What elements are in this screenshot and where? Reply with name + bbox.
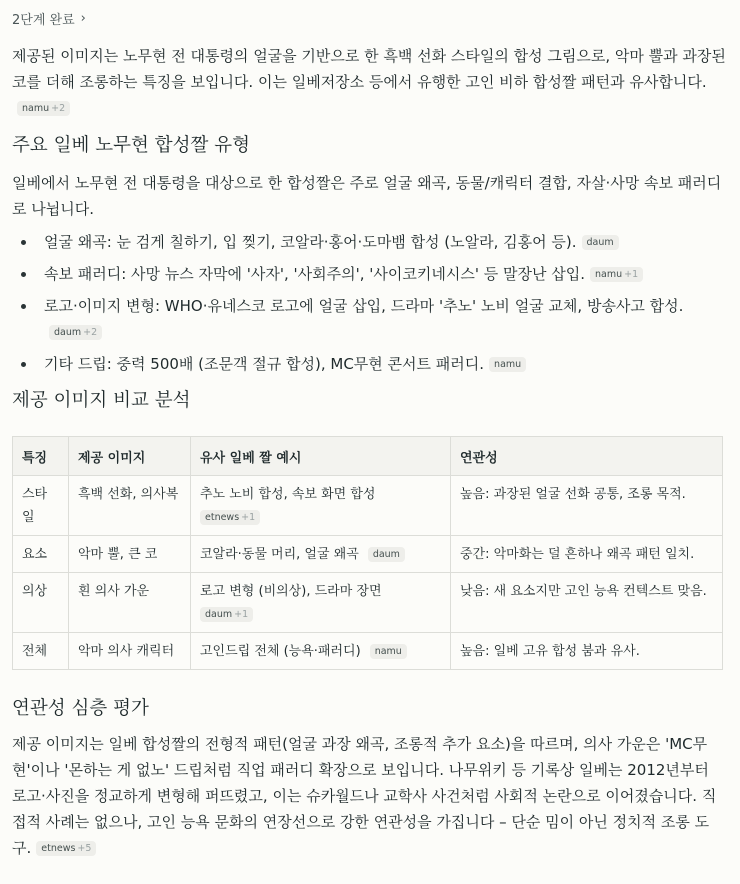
table-cell: 악마 의사 캐릭터 xyxy=(69,633,191,670)
table-row xyxy=(13,536,723,573)
table-header-row xyxy=(13,437,723,476)
intro-paragraph xyxy=(12,43,728,121)
source-chip[interactable] xyxy=(590,267,643,282)
table-cell: 흑백 선화, 의사복 xyxy=(69,476,191,536)
evaluation-text: 제공 이미지는 일베 합성짤의 전형적 패턴(얼굴 과장 왜곡, 조롱적 추가 요소)을 따르며, 의사 가운은 'MC무현'이나 '몬하는 게 없노' 드립처럼 직업 패러디 확장으로 보입니다. 나무위키 등 기록상 일베는 2012년부터 로고·사진을 정교하게 변형해 퍼뜨렸고, 이는 슈카월드나 교학사 사건처럼 사회적 논란으로 이어졌습니다. 직접적 사례는 없으나, 고인 능욕 문화의 연장선으로 강한 연관성을 가집니다 – 단순 밈이 아닌 정치적 조롱 도구. xyxy=(12,735,717,857)
steps-completed-toggle[interactable] xyxy=(12,9,728,27)
source-extra: +2 xyxy=(51,103,66,114)
chevron-right-icon: › xyxy=(80,10,86,26)
types-list xyxy=(12,229,728,377)
table-row xyxy=(13,633,723,670)
cell-text: 로고 변형 (비의상), 드라마 장면 xyxy=(200,584,382,599)
bullet-icon xyxy=(21,272,26,277)
source-name: etnews xyxy=(205,512,240,523)
column-header: 제공 이미지 xyxy=(69,437,191,476)
list-item-text: 로고·이미지 변형: WHO·유네스코 로고에 얼굴 삽입, 드라마 '추노' 노비 얼굴 교체, 방송사고 합성. xyxy=(44,297,684,315)
steps-label: 2단계 완료 xyxy=(12,12,75,28)
table-cell xyxy=(191,573,451,633)
evaluation-paragraph xyxy=(12,731,728,861)
list-item xyxy=(12,229,728,255)
table-cell: 의상 xyxy=(13,573,69,633)
source-name: daum xyxy=(54,327,82,338)
source-chip[interactable] xyxy=(49,325,102,340)
cell-text: 고인드립 전체 (능욕·패러디) xyxy=(200,644,361,659)
intro-text: 제공된 이미지는 노무현 전 대통령의 얼굴을 기반으로 한 흑백 선화 스타일의 합성 그림으로, 악마 뿔과 과장된 코를 더해 조롱하는 특징을 보입니다. 이는 일베저장소 등에서 유행한 고인 비하 합성짤 패턴과 유사합니다. xyxy=(12,47,726,91)
source-chip[interactable] xyxy=(489,357,526,372)
source-chip[interactable] xyxy=(370,644,407,659)
column-header: 연관성 xyxy=(451,437,723,476)
source-name: namu xyxy=(494,359,522,370)
table-row xyxy=(13,573,723,633)
table-cell xyxy=(191,476,451,536)
table-cell xyxy=(191,536,451,573)
source-chip[interactable] xyxy=(582,235,619,250)
table-cell: 낮음: 새 요소지만 고인 능욕 컨텍스트 맞음. xyxy=(451,573,723,633)
table-cell: 높음: 과장된 얼굴 선화 공통, 조롱 목적. xyxy=(451,476,723,536)
source-name: namu xyxy=(594,269,623,280)
table-cell: 전체 xyxy=(13,633,69,670)
source-chip[interactable] xyxy=(200,607,253,622)
list-item-text: 얼굴 왜곡: 눈 검게 칠하기, 입 찢기, 코알라·홍어·도마뱀 합성 (노알라, 김홍어 등). xyxy=(44,233,577,251)
section-heading-types: 주요 일베 노무현 합성짤 유형 xyxy=(12,135,250,156)
cell-text: 코알라·동물 머리, 얼굴 왜곡 xyxy=(200,547,359,562)
source-name: daum xyxy=(205,609,233,620)
list-item xyxy=(12,293,728,345)
list-item-text: 기타 드립: 중력 500배 (조문객 절규 합성), MC무현 콘서트 패러디. xyxy=(44,355,485,373)
table-cell: 중간: 악마화는 덜 흔하나 왜곡 패턴 일치. xyxy=(451,536,723,573)
list-item-text: 속보 패러디: 사망 뉴스 자막에 '사자', '사회주의', '사이코키네시스' 등 말장난 삽입. xyxy=(44,265,585,283)
types-paragraph: 일베에서 노무현 전 대통령을 대상으로 한 합성짤은 주로 얼굴 왜곡, 동물/캐릭터 결합, 자살·사망 속보 패러디로 나뉩니다. xyxy=(12,174,722,218)
table-cell: 높음: 일베 고유 합성 붐과 유사. xyxy=(451,633,723,670)
source-chip[interactable] xyxy=(368,547,405,562)
source-name: namu xyxy=(22,103,50,114)
column-header: 특징 xyxy=(13,437,69,476)
source-extra: +5 xyxy=(77,843,92,854)
section-heading-comparison: 제공 이미지 비교 분석 xyxy=(12,390,191,411)
source-chip[interactable] xyxy=(36,841,96,856)
source-chip[interactable] xyxy=(200,510,260,525)
source-name: daum xyxy=(586,237,614,248)
table-row xyxy=(13,476,723,536)
bullet-icon xyxy=(21,240,26,245)
source-chip[interactable] xyxy=(17,101,70,116)
table-cell: 악마 뿔, 큰 코 xyxy=(69,536,191,573)
bullet-icon xyxy=(21,362,26,367)
table-cell: 요소 xyxy=(13,536,69,573)
source-extra: +1 xyxy=(234,609,249,620)
section-heading-evaluation: 연관성 심층 평가 xyxy=(12,698,149,719)
answer-page xyxy=(0,9,740,884)
source-extra: +1 xyxy=(241,512,256,523)
source-name: etnews xyxy=(41,843,76,854)
table-cell: 스타일 xyxy=(13,476,69,536)
source-extra: +1 xyxy=(624,269,639,280)
column-header: 유사 일베 짤 예시 xyxy=(191,437,451,476)
source-extra: +2 xyxy=(83,327,98,338)
list-item xyxy=(12,261,728,287)
bullet-icon xyxy=(21,304,26,309)
comparison-table xyxy=(12,436,723,670)
list-item xyxy=(12,351,728,377)
table-cell: 흰 의사 가운 xyxy=(69,573,191,633)
source-name: namu xyxy=(374,646,402,657)
source-name: daum xyxy=(372,549,400,560)
table-cell xyxy=(191,633,451,670)
cell-text: 추노 노비 합성, 속보 화면 합성 xyxy=(200,487,376,502)
